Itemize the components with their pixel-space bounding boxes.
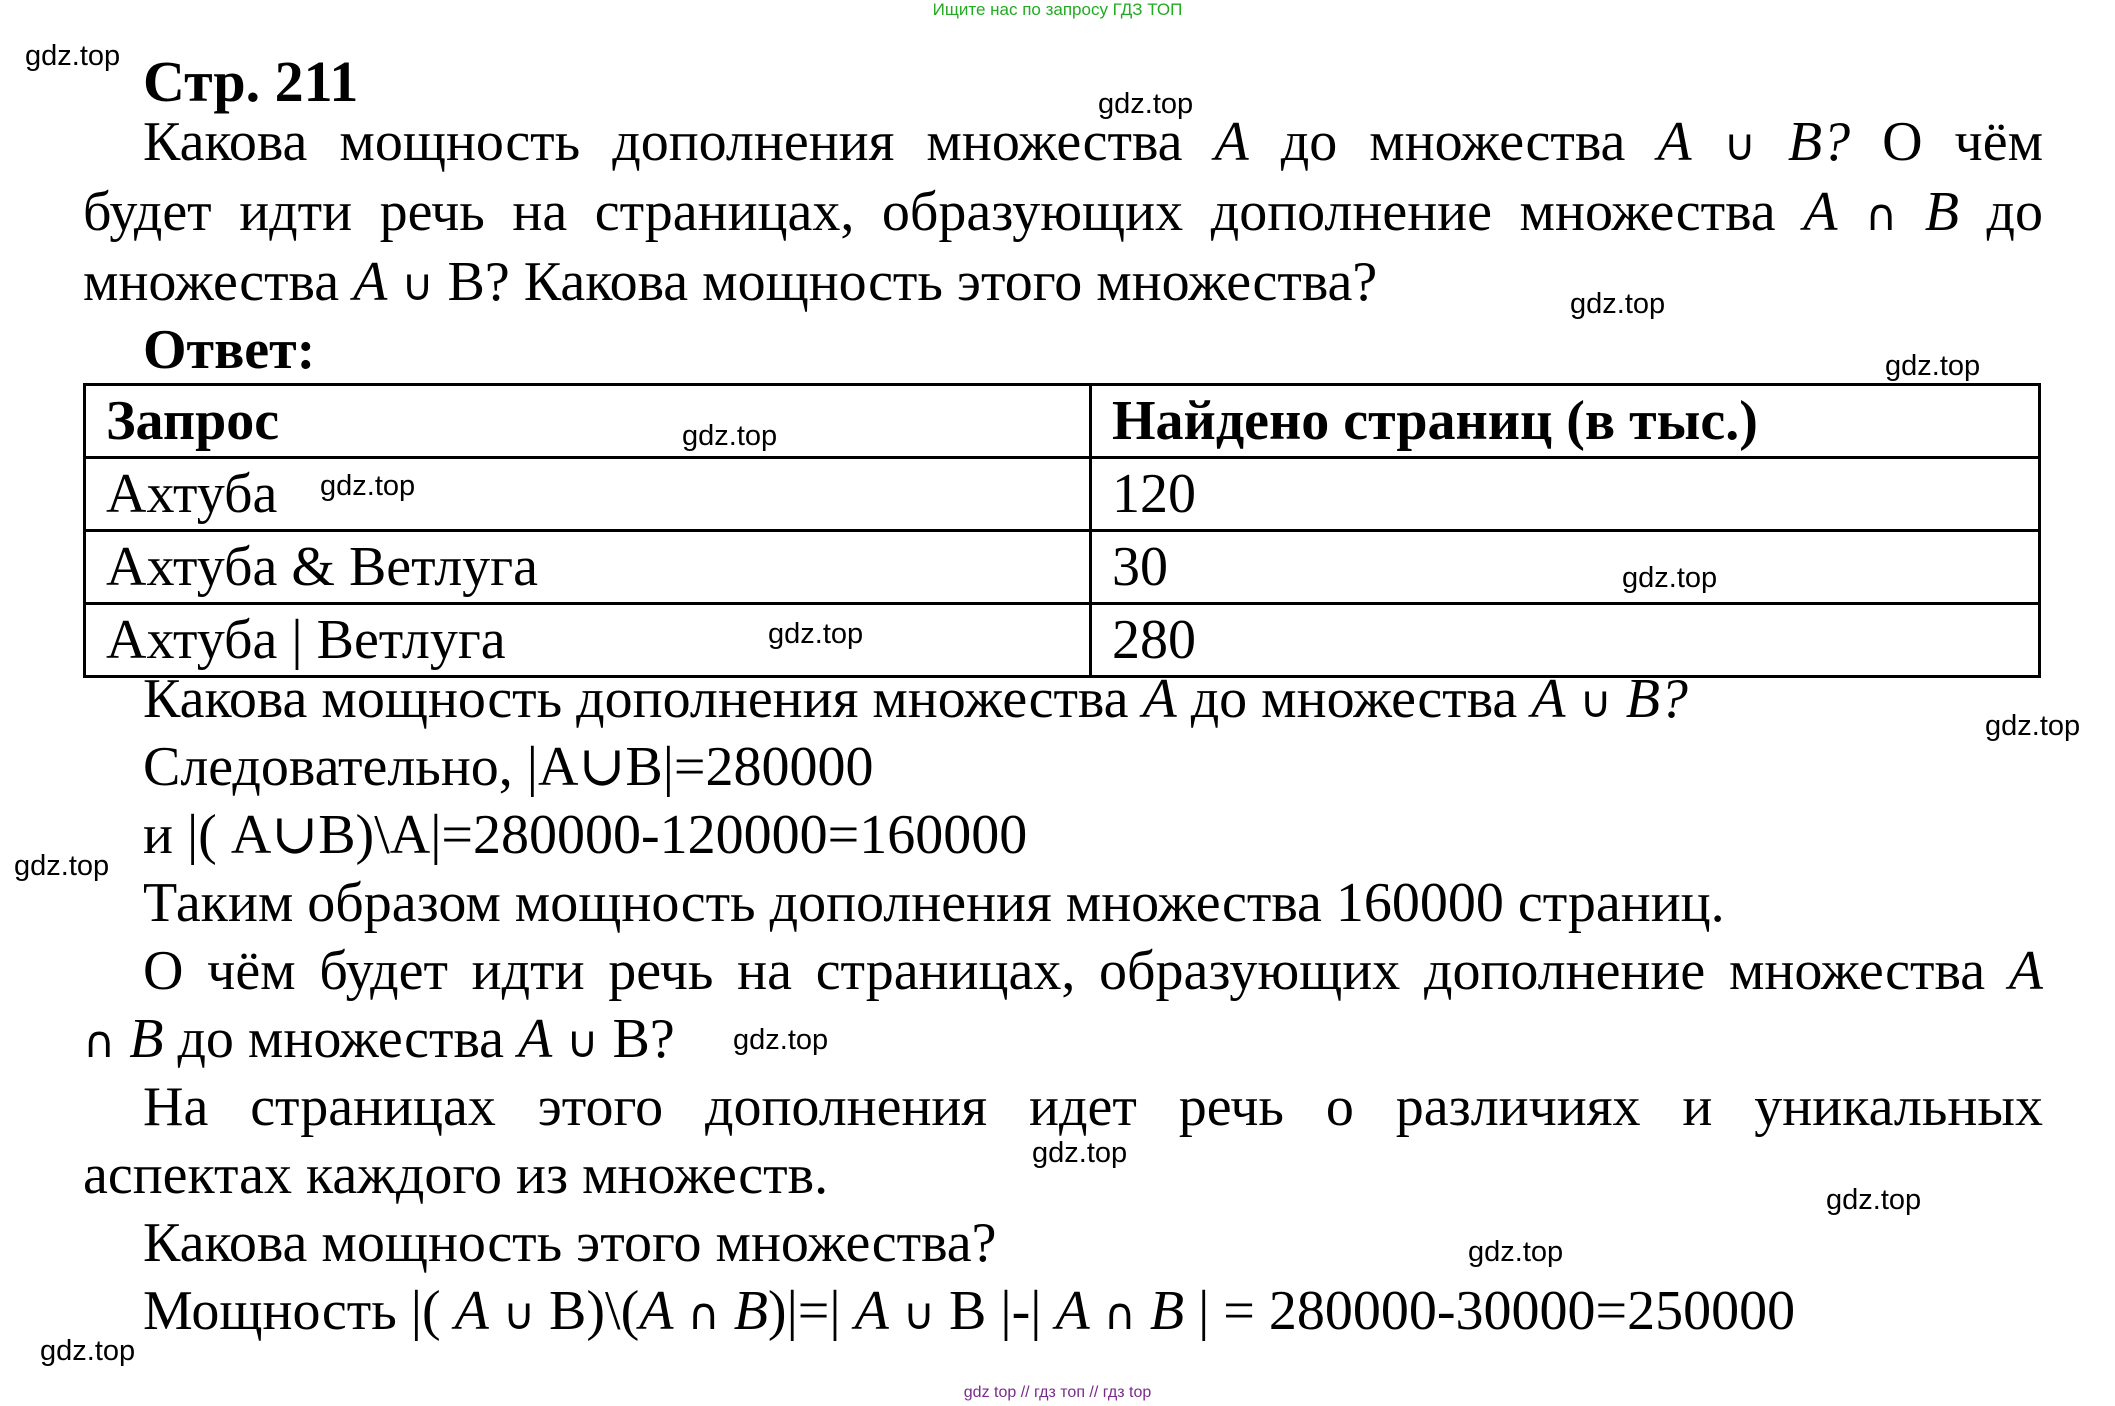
table-cell-pages: 120	[1091, 458, 2040, 531]
question-line-2: будет идти речь на страницах, образующих дополнение множества A ∩ B до	[83, 181, 2044, 243]
page-heading: Стр. 211	[143, 49, 359, 114]
table-cell-query: Ахтуба & Ветлуга	[85, 531, 1091, 604]
watermark: gdz.top	[768, 618, 864, 650]
question-line-3: множества A ∪ B? Какова мощность этого множества?	[83, 251, 1378, 313]
query-table	[83, 383, 2041, 678]
table-cell-pages: 280	[1091, 604, 2040, 677]
solution-line-8: аспектах каждого из множеств.	[83, 1144, 829, 1206]
watermark: gdz.top	[1622, 562, 1718, 594]
watermark: gdz.top	[14, 850, 110, 882]
solution-line-5: О чём будет идти речь на страницах, образующих дополнение множества A	[143, 940, 2043, 1002]
watermark: gdz.top	[320, 470, 416, 502]
search-hint-banner: Ищите нас по запросу ГДЗ ТОП	[932, 0, 1183, 19]
watermark: gdz.top	[1826, 1184, 1922, 1216]
table-cell-query: Ахтуба	[85, 458, 1091, 531]
watermark: gdz.top	[1098, 88, 1194, 120]
solution-line-4: Таким образом мощность дополнения множества 160000 страниц.	[143, 872, 1725, 934]
watermark: gdz.top	[25, 40, 121, 72]
table-header-pages: Найдено страниц (в тыс.)	[1091, 385, 2040, 458]
watermark: gdz.top	[1985, 710, 2081, 742]
footer-links[interactable]: gdz top // гдз топ // гдз top	[963, 1384, 1152, 1401]
watermark: gdz.top	[1885, 350, 1981, 382]
solution-line-7: На страницах этого дополнения идет речь о различиях и уникальных	[143, 1076, 2043, 1138]
watermark: gdz.top	[40, 1335, 136, 1367]
solution-line-2: Следовательно, |A∪B|=280000	[143, 736, 874, 798]
solution-line-1: Какова мощность дополнения множества A до множества A ∪ B?	[143, 668, 1688, 730]
watermark: gdz.top	[682, 420, 778, 452]
watermark: gdz.top	[1468, 1236, 1564, 1268]
watermark: gdz.top	[1032, 1137, 1128, 1169]
table-cell-pages: 30	[1091, 531, 2040, 604]
watermark: gdz.top	[1570, 288, 1666, 320]
answer-label: Ответ:	[143, 319, 316, 381]
solution-line-10: Мощность |( A ∪ B)\(A ∩ B)|=| A ∪ B |-| A ∩ B | = 280000-30000=250000	[143, 1280, 1796, 1342]
solution-line-6: ∩ B до множества A ∪ B?	[83, 1008, 675, 1070]
solution-line-3: и |( A∪B)\A|=280000-120000=160000	[143, 804, 1028, 866]
table-cell-query: Ахтуба | Ветлуга	[85, 604, 1091, 677]
table-row	[85, 531, 2040, 604]
table-header-query: Запрос	[85, 385, 1091, 458]
watermark: gdz.top	[733, 1024, 829, 1056]
question-line-1: Какова мощность дополнения множества A до множества A ∪ B? О чём	[143, 111, 2044, 173]
table-header-row	[85, 385, 2040, 458]
solution-line-9: Какова мощность этого множества?	[143, 1212, 997, 1274]
